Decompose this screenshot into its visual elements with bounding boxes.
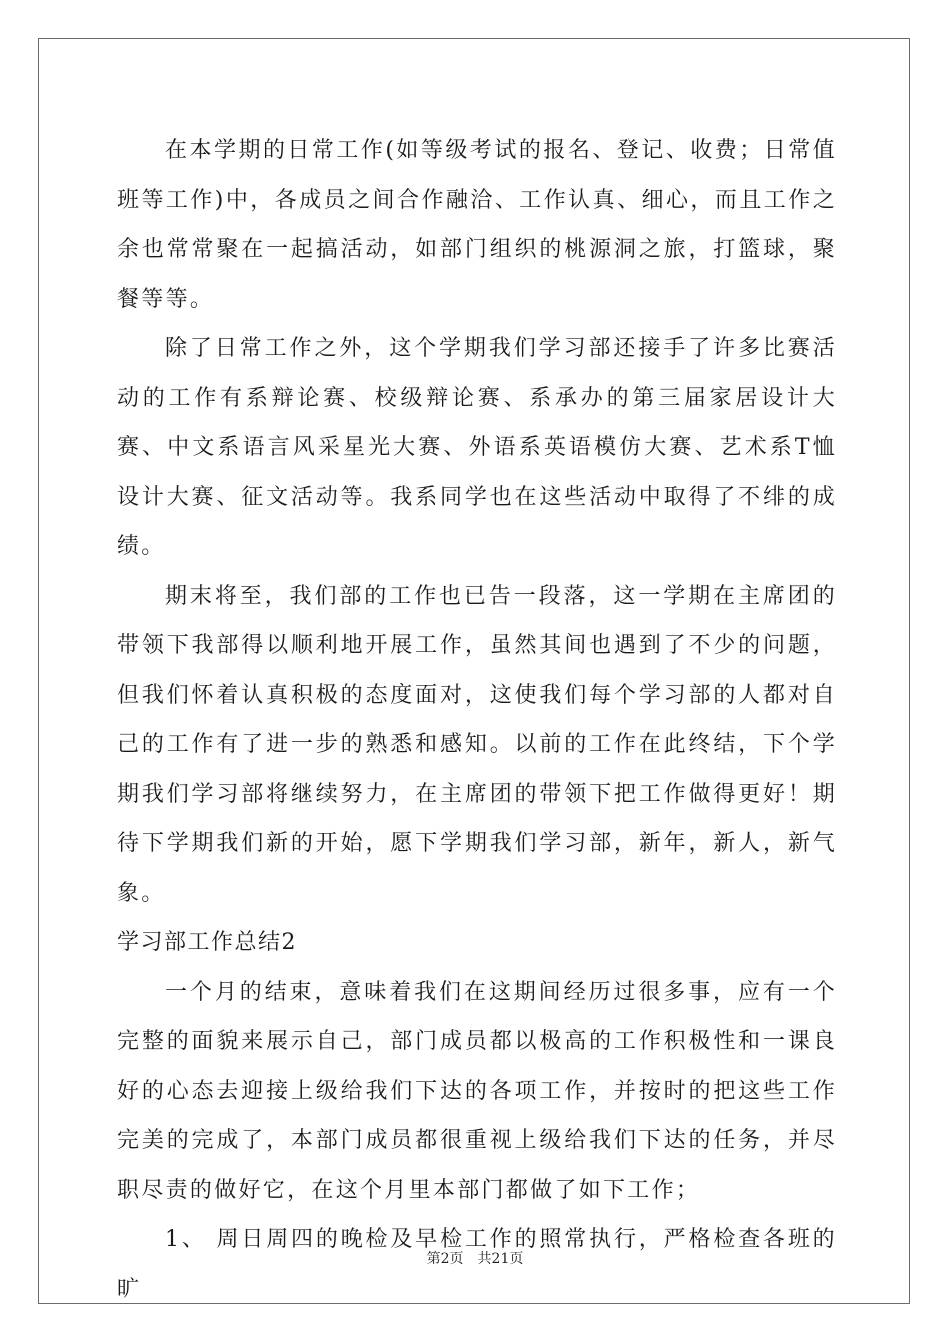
page-footer	[0, 1248, 950, 1268]
page-number: 第2页	[426, 1251, 464, 1267]
list-item-1: 1、 周日周四的晚检及早检工作的照常执行，严格检查各班的旷	[117, 1227, 837, 1302]
paragraph-daily-work: 在本学期的日常工作(如等级考试的报名、登记、收费；日常值班等工作)中，各成员之间合作融洽、工作认真、细心，而且工作之余也常常聚在一起搞活动，如部门组织的桃源洞之旅，打篮球，聚餐等等。	[117, 138, 837, 312]
section-heading: 学习部工作总结2	[117, 930, 297, 955]
paragraph-term-end: 期末将至，我们部的工作也已告一段落，这一学期在主席团的带领下我部得以顺利地开展工作，虽然其间也遇到了不少的问题，但我们怀着认真积极的态度面对，这使我们每个学习部的人都对自己的工作有了进一步的熟悉和感知。以前的工作在此终结，下个学期我们学习部将继续努力，在主席团的带领下把工作做得更好！期待下学期我们新的开始，愿下学期我们学习部，新年，新人，新气象。	[117, 583, 837, 906]
paragraph-month-summary: 一个月的结束，意味着我们在这期间经历过很多事，应有一个完整的面貌来展示自己，部门成员都以极高的工作积极性和一课良好的心态去迎接上级给我们下达的各项工作，并按时的把这些工作完美的完成了，本部门成员都很重视上级给我们下达的任务，并尽职尽责的做好它，在这个月里本部门都做了如下工作；	[117, 979, 837, 1203]
document-body	[117, 126, 837, 1314]
page-total: 共21页	[477, 1251, 524, 1267]
paragraph-competitions: 除了日常工作之外，这个学期我们学习部还接手了许多比赛活动的工作有系辩论赛、校级辩论赛、系承办的第三届家居设计大赛、中文系语言风采星光大赛、外语系英语模仿大赛、艺术系T恤设计大赛、征文活动等。我系同学也在这些活动中取得了不绯的成绩。	[117, 336, 837, 559]
